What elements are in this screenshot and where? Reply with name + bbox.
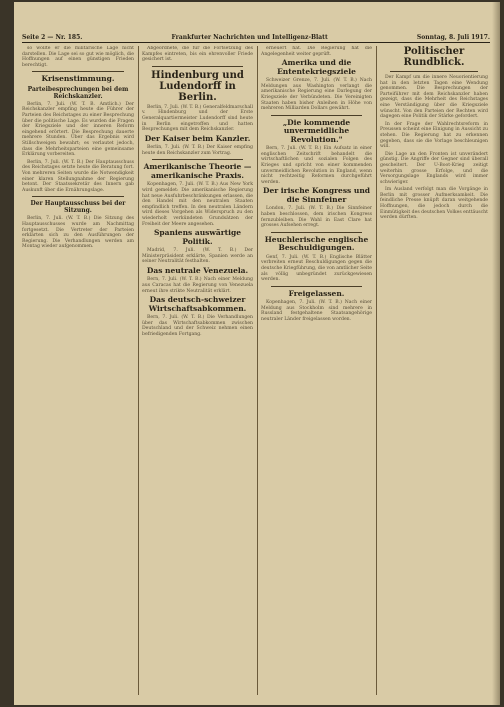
article-text: Bern, 7. Juli. (W. T. B.) Nach einer Meldung aus Caracas hat die Regierung von Venezuela erneut ihre strikte Neutralität erklärt. xyxy=(142,277,253,294)
column-rule xyxy=(376,46,377,695)
headline: Amerikanische Theorie — amerikanische Praxis. xyxy=(143,162,252,180)
headline: Das deutsch-schweizer Wirtschaftsabkommen. xyxy=(148,295,247,313)
divider xyxy=(32,196,124,197)
article-text: Berlin, 7. Juli. (W. T. B.) Der Kaiser empfing heute den Reichskanzler zum Vortrag. xyxy=(142,145,253,156)
divider xyxy=(271,286,362,287)
article-text: Madrid, 7. Juli. (W. T. B.) Der Ministerpräsident erklärte, Spanien werde an seiner Neutralität festhalten. xyxy=(142,248,253,265)
header-rule xyxy=(22,42,490,43)
headline: Amerika und die Ententekriegsziele xyxy=(277,58,356,76)
headline: Das neutrale Venezuela. xyxy=(146,265,249,275)
headline: Der irische Kongress und die Sinnfeiner xyxy=(262,186,371,204)
masthead: Frankfurter Nachrichten und Intelligenz-Blatt xyxy=(171,33,328,41)
article-text: Im Ausland verfolgt man die Vorgänge in Berlin mit grosser Aufmerksamkeit. Die feindliche Presse knüpft daran weitgehende Hoffnungen, die jedoch durch die Einmütigkeit des deutschen Volkes enttäuscht werden dürften. xyxy=(380,187,488,221)
article-text: London, 7. Juli. (W. T. B.) Die Sinnfeiner haben beschlossen, dem irischen Kongress fernzubleiben. Die Wahl in East Clare hat grosses Aufsehen erregt. xyxy=(261,206,372,229)
article-text: Berlin, 7. Juli. (W. T. B.) Generalfeldmarschall v. Hindenburg und der Erste Generalquartiermeister Ludendorff sind heute in Berlin eingetroffen und hatten Besprechungen mit dem Reichskanzler. xyxy=(142,104,253,133)
headline: Spaniens auswärtige Politik. xyxy=(153,228,241,246)
article-text: Abgeordnete, die für die Fortsetzung des Kampfes eintreten, bis ein ehrenvoller Friede gesichert ist. xyxy=(142,46,253,63)
article-text: Schweizer Grenze, 7. Juli. (W. T. B.) Nach Meldungen aus Washington verlangt die amerikanische Regierung eine Darlegung der Kriegsziele der Verbündeten. Die Vereinigten Staaten haben bisher Anleihen in Höhe von mehreren Milliarden Dollars gewährt. xyxy=(261,78,372,112)
headline: Heuchlerische englische Beschuldigungen. xyxy=(264,234,369,253)
headline: Politischer Rundblick. xyxy=(403,46,465,68)
headline: Freigelassen. xyxy=(288,288,345,298)
article-text: Kopenhagen, 7. Juli. (W. T. B.) Nach einer Meldung aus Stockholm sind mehrere in Russland festgehaltene Staatsangehörige neutraler Länder freigelassen worden. xyxy=(261,300,372,323)
headline: Der Kaiser beim Kanzler. xyxy=(144,133,251,143)
headline: „Die kommende unvermeidliche Revolution." xyxy=(282,117,351,144)
divider xyxy=(32,71,124,72)
article-text: Bern, 7. Juli. (W. T. B.) Ein Aufsatz in einer englischen Zeitschrift behandelt die wirtschaftlichen und sozialen Folgen des Krieges und spricht von einer kommenden unvermeidlichen Revolution in England, wenn nicht rechtzeitig Reformen durchgeführt werden. xyxy=(261,146,372,185)
headline: Hindenburg und Ludendorff in Berlin. xyxy=(151,69,244,103)
date-line: Sonntag, 8. Juli 1917. xyxy=(416,33,490,41)
column-3 xyxy=(261,46,372,697)
article-text: Berlin, 7. Juli. (W. T. B.) Die Sitzung des Hauptausschusses wurde am Nachmittag fortgesetzt. Die Vertreter der Parteien erklärten sich zu den Ausführungen der Regierung. Die Verhandlungen werden am Montag wieder aufgenommen. xyxy=(22,216,134,250)
page-header xyxy=(22,32,490,42)
headline: Der Hauptausschuss bei der Sitzung. xyxy=(30,200,126,215)
column-rule xyxy=(257,46,258,695)
article-text: Der Kampf um die innere Neuorientierung hat in den letzten Tagen eine Wendung genommen. Die Besprechungen der Parteiführer mit dem Reichskanzler haben gezeigt, dass die Mehrheit des Reichstages eine Verständigung über die Kriegsziele wünscht. Von den Parteien der Rechten wird dagegen eine Politik der Stärke gefordert. xyxy=(380,75,488,120)
article-text: Die Lage an den Fronten ist unverändert günstig. Die Angriffe der Gegner sind überall gescheitert. Der U-Boot-Krieg zeitigt weiterhin grosse Erfolge, und die Versorgungslage Englands wird immer schwieriger. xyxy=(380,151,488,185)
article-text: Berlin, 7. Juli. (W. T. B.) Der Hauptausschuss des Reichstages setzte heute die Beratung fort. Von mehreren Seiten wurde die Notwendigkeit einer klaren Stellungnahme der Regierung betont. Der Staatssekretär des Innern gab Auskunft über die Ernährungslage. xyxy=(22,159,134,193)
article-text: so wollte er die militärische Lage nicht darstellen. Die Lage sei so gut wie möglich, die Hoffnungen auf einen günstigen Frieden berechtigt. xyxy=(22,46,134,68)
column-1 xyxy=(22,46,134,697)
article-text: Bern, 7. Juli. (W. T. B.) Die Verhandlungen über das Wirtschaftsabkommen zwischen Deutschland und der Schweiz nehmen einen befriedigenden Fortgang. xyxy=(142,315,253,338)
article-text: Genf, 7. Juli. (W. T. B.) Englische Blätter verbreiten erneut Beschuldigungen gegen die deutsche Kriegführung, die von amtlicher Seite als völlig unbegründet zurückgewiesen werden. xyxy=(261,254,372,283)
divider xyxy=(152,66,243,67)
divider xyxy=(271,232,362,233)
page-number: Seite 2 — Nr. 185. xyxy=(22,33,83,41)
divider xyxy=(271,115,362,116)
divider xyxy=(390,71,478,72)
divider xyxy=(152,159,243,160)
article-text: erneuert hat. Die Regierung hat die Angelegenheit weiter geprüft. xyxy=(261,46,372,57)
newspaper-page xyxy=(14,2,500,705)
article-text: Kopenhagen, 7. Juli. (W. T. B.) Aus New York wird gemeldet: Die amerikanische Regierung hat neue Ausfuhrbeschränkungen erlassen, die den Handel mit den neutralen Staaten empfindlich treffen. In den neutralen Ländern wird dieses Vorgehen als Widerspruch zu den wiederholt verkündeten Grundsätzen der Freiheit der Meere angesehen. xyxy=(142,182,253,227)
headline: Krisenstimmung. xyxy=(41,74,115,84)
subheadline: Parteibesprechungen bei dem Reichskanzler. xyxy=(27,85,129,100)
column-2 xyxy=(142,46,253,697)
column-4 xyxy=(380,46,488,697)
article-text: Berlin, 7. Juli. (W. T. B. Amtlich.) Der Reichskanzler empfing heute die Führer der Parteien des Reichstages zu einer Besprechung über die politische Lage. Es wurden die Fragen der Kriegsziele und der inneren Reform eingehend erörtert. Die Besprechung dauerte mehrere Stunden. Über das Ergebnis wird Stillschweigen bewahrt; es verlautet jedoch, dass die Mehrheitsparteien eine gemeinsame Erklärung vorbereiten. xyxy=(22,101,134,158)
column-rule xyxy=(138,46,139,695)
article-text: In der Frage der Wahlrechtsreform in Preussen scheint eine Einigung in Aussicht zu stehen. Die Regierung hat zu erkennen gegeben, dass sie die Vorlage beschleunigen will. xyxy=(380,121,488,150)
